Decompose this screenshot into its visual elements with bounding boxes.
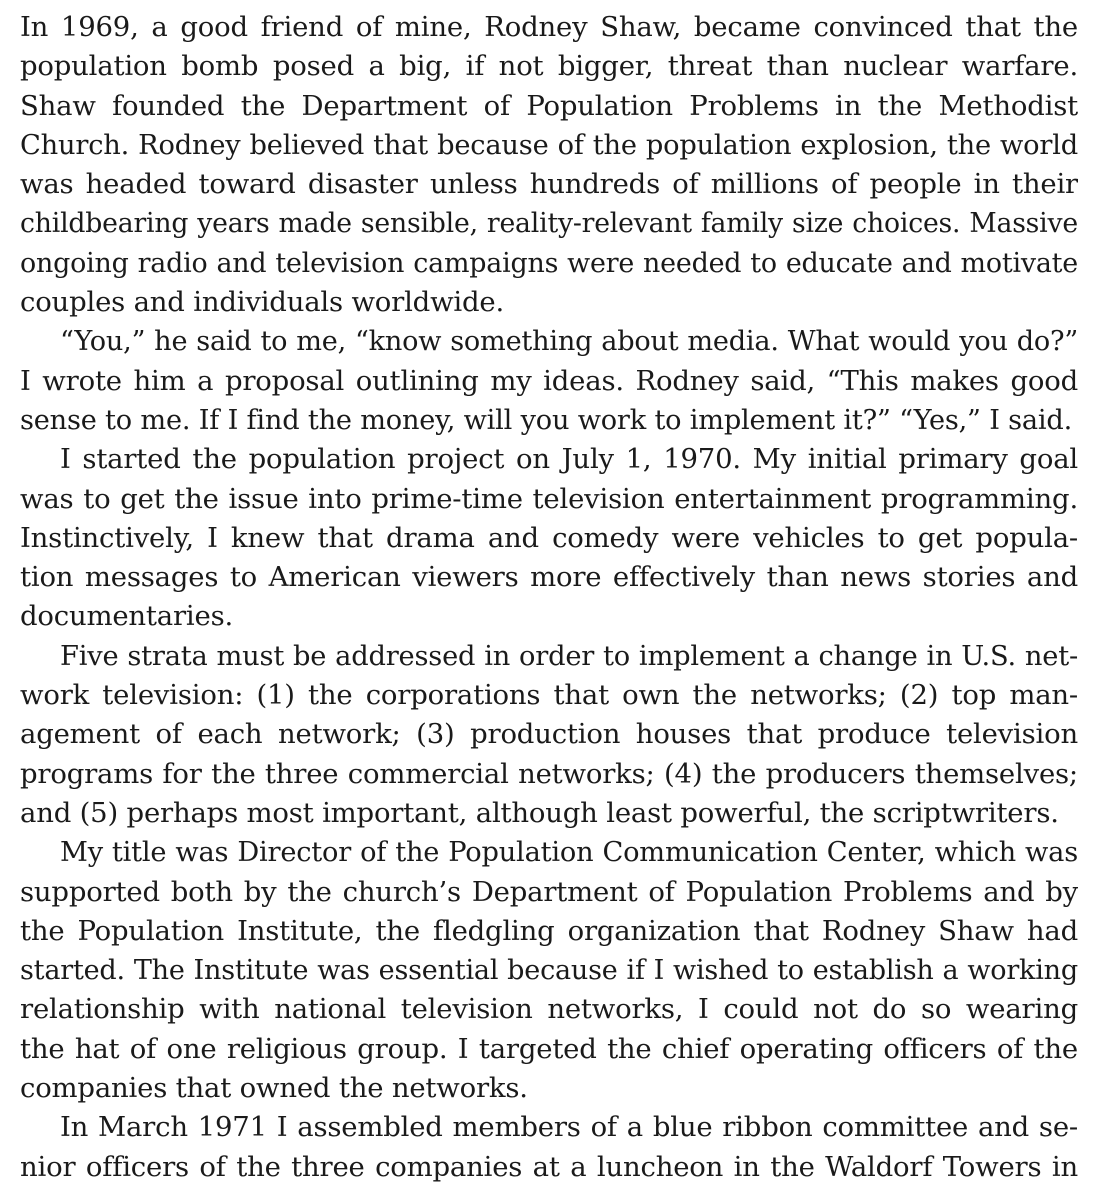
text-line: Church. Rodney believed that because of the population explosion, the world: [20, 129, 1078, 161]
text-line: the hat of one religious group. I targeted the chief operating officers of the: [20, 1032, 1078, 1065]
text-line: was headed toward disaster unless hundreds of millions of people in their: [20, 168, 1078, 201]
text-line: nior officers of the three companies at a luncheon in the Waldorf Towers in: [20, 1150, 1078, 1183]
text-line: Instinctively, I knew that drama and comedy were vehicles to get popula-: [20, 521, 1078, 554]
paragraph-population-project: [20, 440, 1078, 636]
document-page: [20, 8, 1078, 1187]
text-line: was to get the issue into prime-time television entertainment programming.: [20, 482, 1078, 515]
text-line: couples and individuals worldwide.: [20, 286, 505, 319]
text-line: agement of each network; (3) production houses that produce television: [20, 718, 1078, 751]
text-line: tion messages to American viewers more effectively than news stories and: [20, 561, 1078, 594]
text-line: My title was Director of the Population Communication Center, which was: [60, 837, 1078, 869]
text-line: programs for the three commercial networks; (4) the producers themselves;: [20, 757, 1078, 790]
text-line: relationship with national television networks, I could not do so wearing: [20, 993, 1078, 1026]
text-line: documentaries.: [20, 600, 234, 633]
text-line: childbearing years made sensible, reality-relevant family size choices. Massive: [20, 208, 1078, 240]
paragraph-five-strata: [20, 637, 1078, 833]
paragraph-director-title: [20, 833, 1078, 1108]
text-line: companies that owned the networks.: [20, 1072, 528, 1105]
text-line: “You,” he said to me, “know something about media. What would you do?”: [60, 326, 1078, 358]
paragraph-march-1971: [20, 1108, 1078, 1187]
text-line: Shaw founded the Department of Population Problems in the Methodist: [20, 89, 1078, 122]
text-line: I started the population project on July 1, 1970. My initial primary goal: [60, 443, 1078, 476]
text-line: In March 1971 I assembled members of a blue ribbon committee and se-: [60, 1111, 1078, 1144]
paragraph-proposal: [20, 322, 1078, 440]
text-line: population bomb posed a big, if not bigger, threat than nuclear warfare.: [20, 50, 1078, 83]
text-line: started. The Institute was essential because if I wished to establish a working: [20, 955, 1078, 987]
text-line: In 1969, a good friend of mine, Rodney Shaw, became convinced that the: [20, 11, 1078, 43]
text-line: the Population Institute, the fledgling organization that Rodney Shaw had: [20, 914, 1078, 947]
text-line: I wrote him a proposal outlining my ideas. Rodney said, “This makes good: [20, 364, 1078, 397]
text-line: supported both by the church’s Department of Population Problems and by: [20, 875, 1078, 908]
paragraph-rodney-shaw: [20, 8, 1078, 322]
text-line: ongoing radio and television campaigns were needed to educate and motivate: [20, 247, 1078, 279]
text-line: sense to me. If I find the money, will you work to implement it?” “Yes,” I said.: [20, 404, 1073, 436]
text-line: work television: (1) the corporations that own the networks; (2) top man-: [20, 679, 1078, 712]
text-line: and (5) perhaps most important, although least powerful, the scriptwriters.: [20, 796, 1059, 829]
text-line: Five strata must be addressed in order to implement a change in U.S. net-: [60, 640, 1078, 672]
